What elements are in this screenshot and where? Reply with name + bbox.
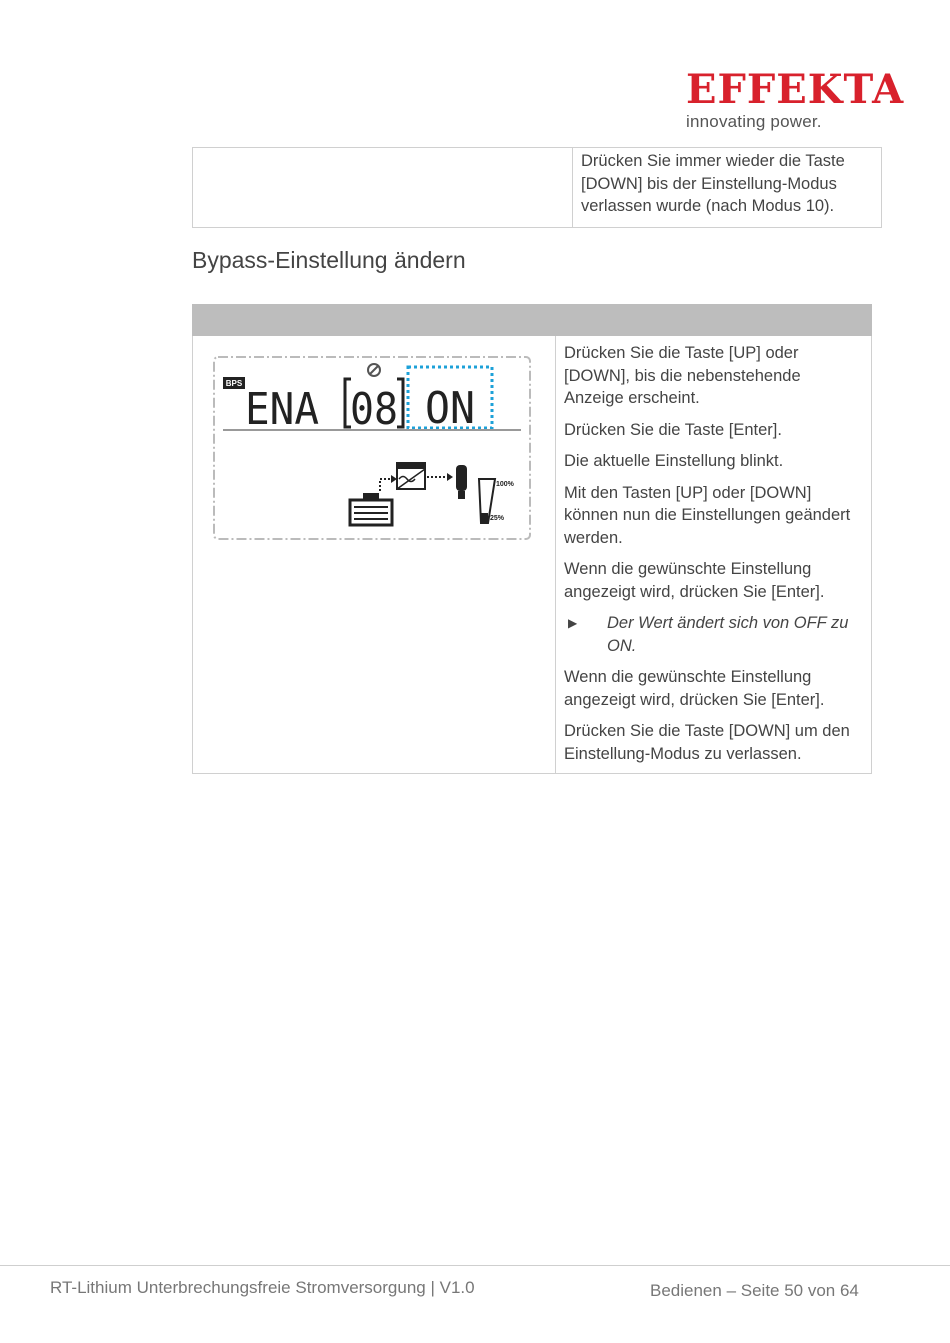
instructions-cell [556, 336, 872, 774]
step-text: Drücken Sie die Taste [UP] oder [DOWN], bis die nebenstehende Anzeige erscheint. [564, 344, 801, 407]
step-text: Die aktuelle Einstellung blinkt. [564, 452, 784, 470]
step-text: Mit den Tasten [UP] oder [DOWN] können nun die Einstellungen geändert werden. [564, 483, 851, 547]
logo-wordmark: EFFEKTA [686, 66, 905, 113]
step-text: Wenn die gewünschte Einstellung angezeigt wird, drücken Sie [Enter]. [564, 668, 825, 709]
result-text: Der Wert ändert sich von OFF zu ON. [607, 614, 849, 655]
step-text: Drücken Sie die Taste [DOWN] um den Einstellung-Modus zu verlassen. [564, 722, 850, 763]
load-bulb-icon [456, 465, 467, 491]
value-segment-text: ON [425, 383, 475, 434]
mode-segment-text: 08 [350, 384, 398, 435]
code-segment-text: ENA [245, 384, 319, 435]
footer-divider [0, 1265, 950, 1266]
level-high-label: 100% [496, 481, 514, 488]
previous-step-text: Drücken Sie immer wieder die Taste [DOWN] bis der Einstellung-Modus verlassen wurde (nach Modus 10). [573, 148, 882, 228]
previous-step-table [192, 147, 882, 228]
lcd-display [213, 355, 533, 545]
empty-cell [193, 148, 573, 228]
bypass-setting-table [192, 304, 872, 774]
bps-indicator: BPS [225, 379, 243, 388]
triangle-right-icon: ▶ [568, 616, 578, 630]
step-text: Wenn die gewünschte Einstellung angezeigt wird, drücken Sie [Enter]. [564, 560, 825, 601]
result-bullet [564, 612, 863, 657]
level-low-label: 25% [490, 515, 505, 522]
section-heading: Bypass-Einstellung ändern [192, 247, 466, 273]
battery-flow-line [380, 479, 391, 491]
footer-page-number: Bedienen – Seite 50 von 64 [650, 1281, 859, 1300]
table-header-row [193, 305, 872, 336]
step-text: Drücken Sie die Taste [Enter]. [564, 420, 782, 439]
footer-document-title: RT-Lithium Unterbrechungsfreie Stromversorgung | V1.0 [50, 1278, 475, 1297]
effekta-logo [686, 66, 905, 132]
logo-tagline: innovating power. [686, 112, 822, 131]
lcd-display-cell [193, 336, 556, 774]
